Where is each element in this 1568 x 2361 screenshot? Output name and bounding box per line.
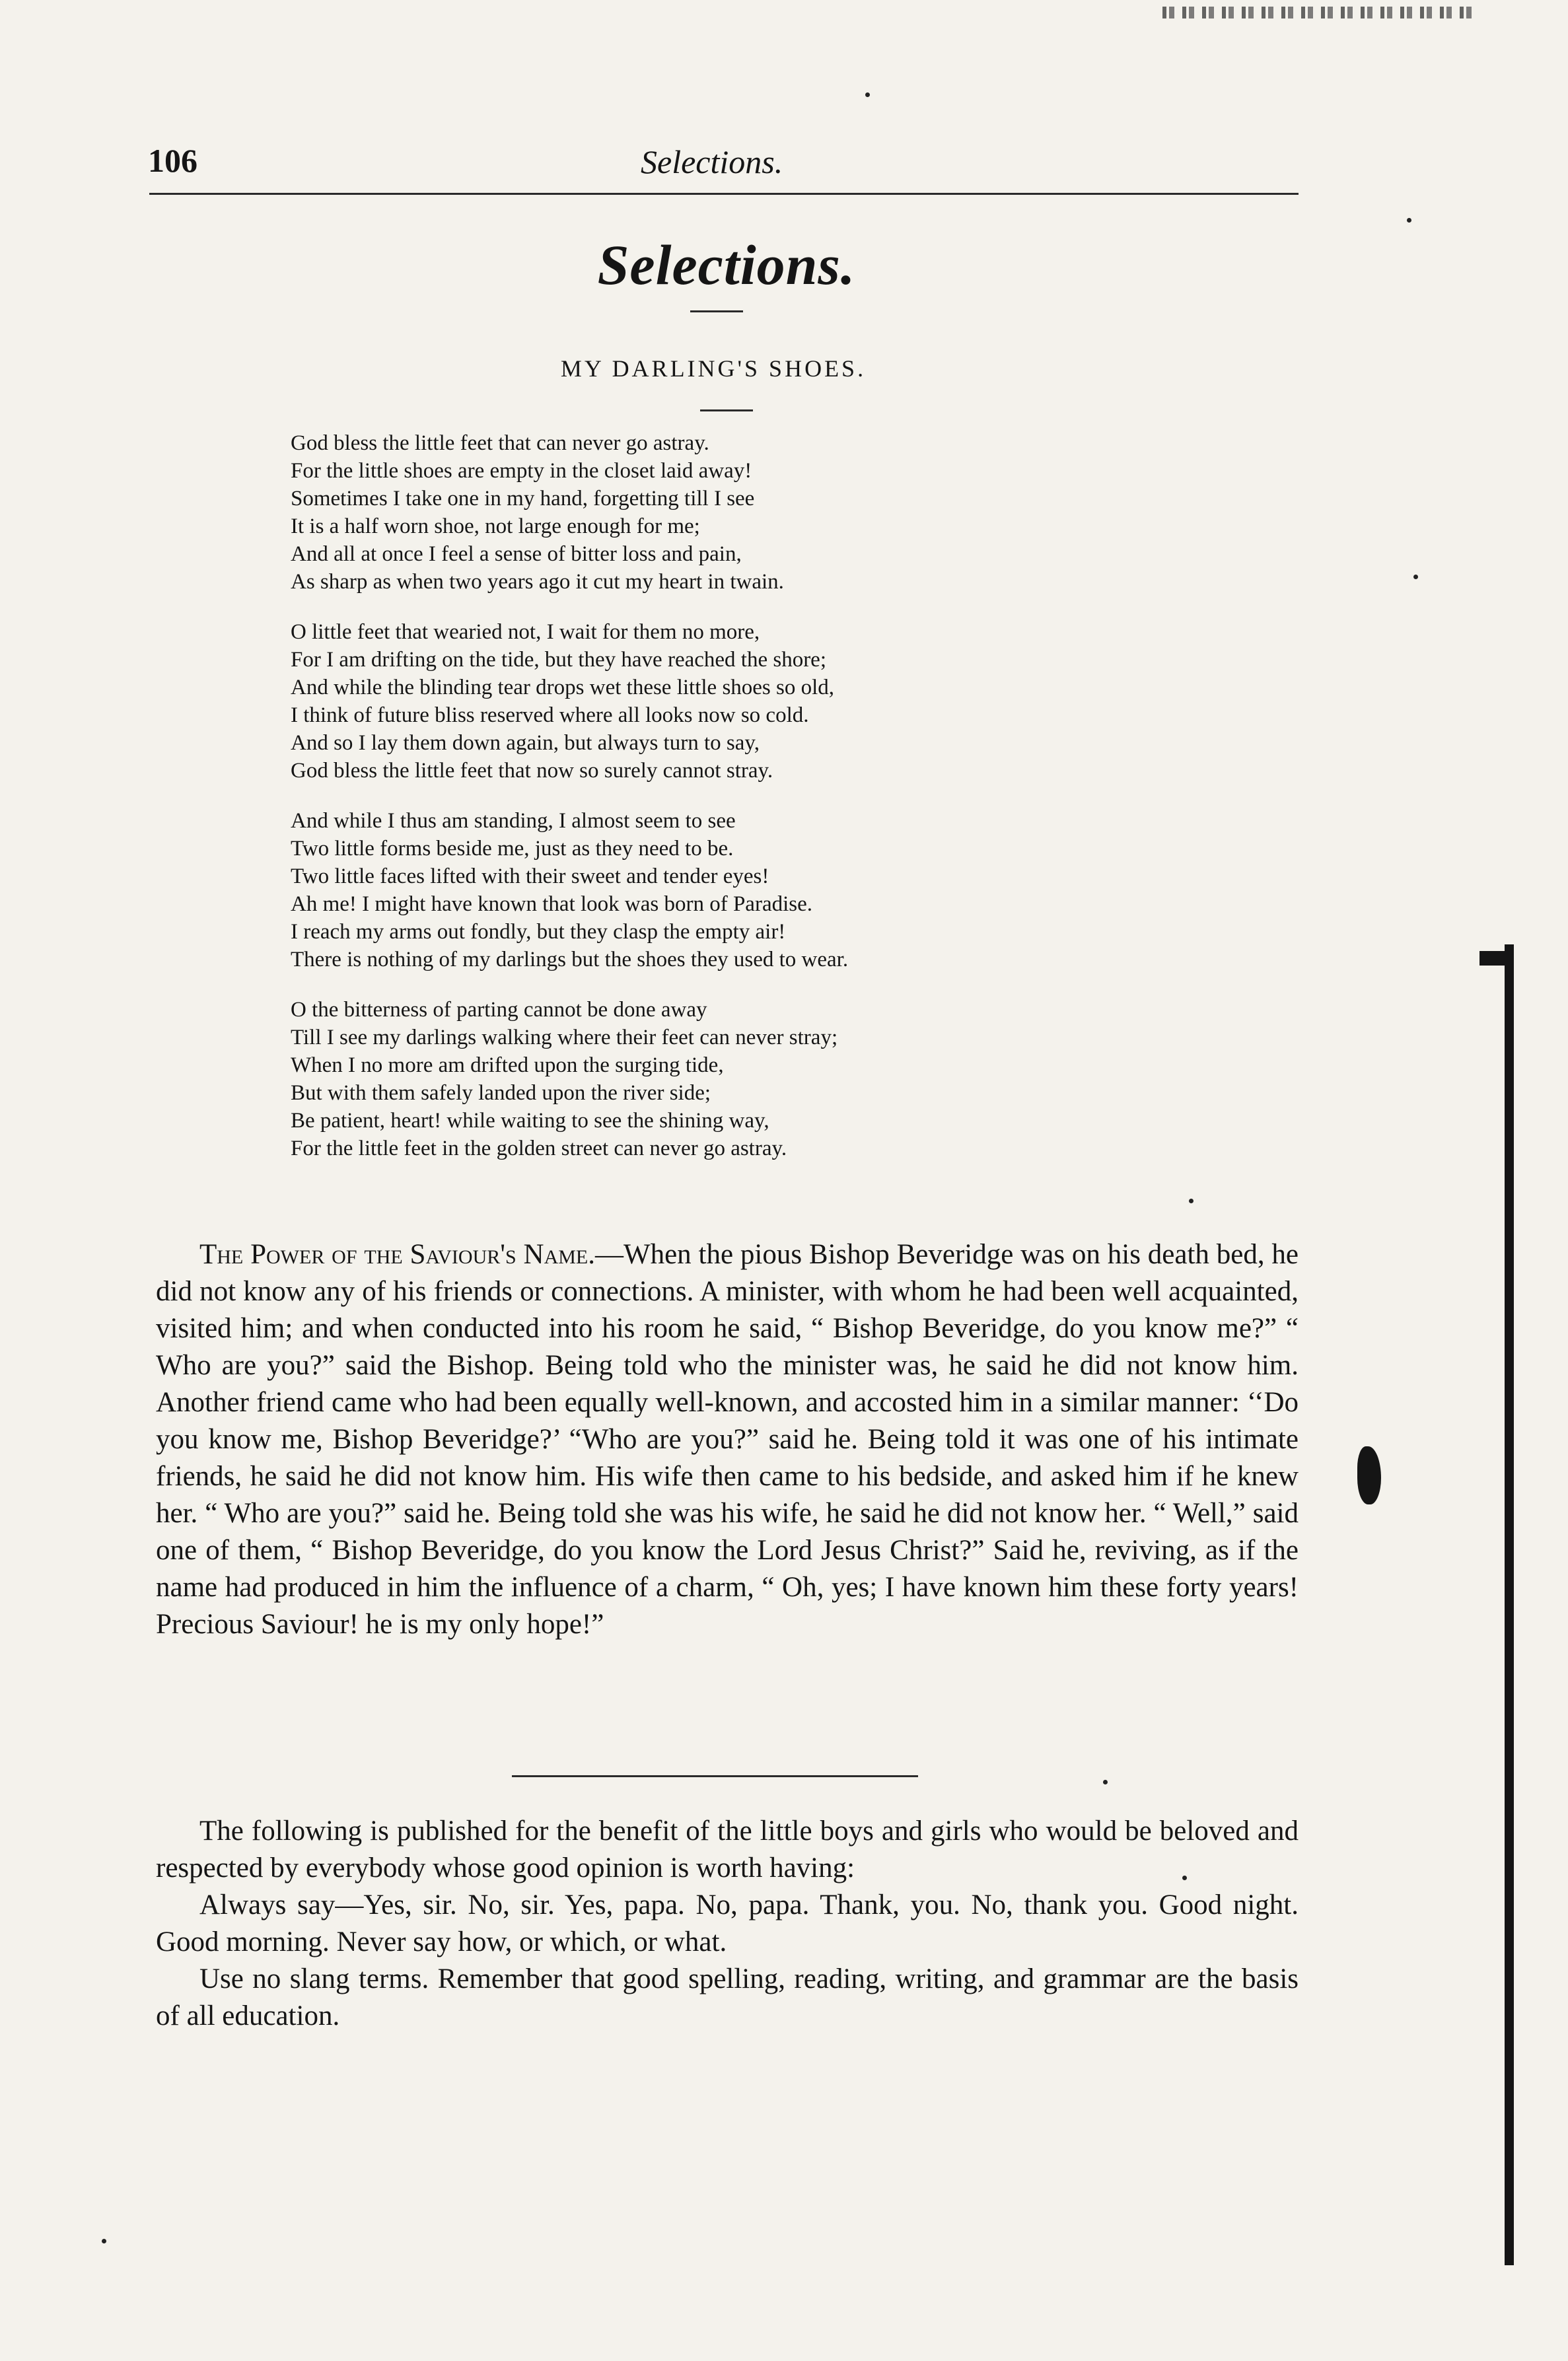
binding-notch: [1479, 951, 1510, 966]
poem: [291, 429, 1176, 1185]
poem-stanza: [291, 429, 1176, 596]
header-rule: [149, 193, 1299, 195]
notice: [156, 1813, 1299, 2035]
article-heading: The Power of the Saviour's Name.: [199, 1239, 595, 1270]
ink-blot: [1357, 1446, 1381, 1504]
poem-line: I think of future bliss reserved where all looks now so cold.: [291, 703, 809, 727]
scan-speck: [1103, 1780, 1108, 1784]
scan-speck: [102, 2239, 106, 2243]
poem-line: Two little faces lifted with their sweet and tender eyes!: [291, 864, 769, 888]
poem-stanza: [291, 618, 1176, 785]
scan-speck: [1407, 218, 1411, 223]
article-body: —When the pious Bishop Beveridge was on his death bed, he did not know any of his friends or connections. A minister, with whom he had been well acquainted, visited him; and when conducted into his room he said, “ Bishop Beveridge, do you know me?” “ Who are you?” said the Bishop. Being told who the minister was, he said he did not know him. Another friend came who had been equally well-known, and accosted him in a similar manner: ‘‘Do you know me, Bishop Beveridge?’ “Who are you?” said he. Being told it was one of his intimate friends, he said he did not know him. His wife then came to his bedside, and asked him if he knew her. “ Who are you?” said he. Being told she was his wife, he said he did not know her. “ Well,” said one of them, “ Bishop Beveridge, do you know the Lord Jesus Christ?” Said he, reviving, as if the name had produced in him the influence of a charm, “ Oh, yes; I have known him these forty years! Precious Saviour! he is my only hope!”: [156, 1239, 1299, 1640]
poem-line: Till I see my darlings walking where their feet can never stray;: [291, 1026, 838, 1049]
poem-line: God bless the little feet that can never go astray.: [291, 431, 709, 455]
poem-line: For the little shoes are empty in the closet laid away!: [291, 459, 752, 483]
poem-line: And so I lay them down again, but always turn to say,: [291, 731, 760, 755]
article-paragraph: [156, 1236, 1299, 1643]
notice-intro: The following is published for the benefit of the little boys and girls who would be beloved and respected by everybody whose good opinion is worth having:: [156, 1815, 1299, 1884]
section-divider: [512, 1775, 918, 1777]
scan-edge-noise: [1162, 7, 1479, 18]
poem-line: And while the blinding tear drops wet these little shoes so old,: [291, 676, 835, 699]
notice-advice: Use no slang terms. Remember that good spelling, reading, writing, and grammar are the basis of all education.: [156, 1963, 1299, 2031]
poem-stanza: [291, 996, 1176, 1162]
article: [156, 1236, 1299, 1643]
poem-line: Two little forms beside me, just as they need to be.: [291, 837, 734, 861]
poem-line: For the little feet in the golden street can never go astray.: [291, 1137, 787, 1160]
poem-line: It is a half worn shoe, not large enough for me;: [291, 514, 700, 538]
scan-speck: [865, 92, 870, 97]
poem-line: There is nothing of my darlings but the shoes they used to wear.: [291, 948, 849, 971]
poem-line: O the bitterness of parting cannot be done away: [291, 998, 707, 1022]
poem-line: And all at once I feel a sense of bitter loss and pain,: [291, 542, 742, 566]
notice-sayings: Always say—Yes, sir. No, sir. Yes, papa. No, papa. Thank, you. No, thank you. Good night. Good morning. Never say how, or which, or what.: [156, 1889, 1299, 1957]
section-title: Selections.: [597, 233, 856, 297]
poem-line: As sharp as when two years ago it cut my heart in twain.: [291, 570, 784, 594]
page-number: 106: [148, 142, 197, 179]
scan-speck: [1413, 575, 1418, 579]
poem-title: MY DARLING'S SHOES.: [560, 355, 867, 382]
poem-line: Be patient, heart! while waiting to see the shining way,: [291, 1109, 769, 1133]
poem-line: For I am drifting on the tide, but they have reached the shore;: [291, 648, 826, 672]
poem-line: When I no more am drifted upon the surging tide,: [291, 1053, 724, 1077]
poem-line: I reach my arms out fondly, but they clasp the empty air!: [291, 920, 786, 944]
poem-title-rule: [700, 409, 753, 411]
scan-speck: [1189, 1199, 1194, 1203]
poem-line: And while I thus am standing, I almost seem to see: [291, 809, 736, 833]
poem-stanza: [291, 807, 1176, 973]
poem-line: But with them safely landed upon the river side;: [291, 1081, 711, 1105]
running-title: Selections.: [641, 143, 783, 180]
binding-shadow-bar: [1505, 944, 1514, 2265]
title-short-rule: [690, 310, 743, 312]
poem-line: God bless the little feet that now so surely cannot stray.: [291, 759, 773, 783]
poem-line: Sometimes I take one in my hand, forgetting till I see: [291, 487, 755, 511]
poem-line: O little feet that wearied not, I wait for them no more,: [291, 620, 760, 644]
poem-line: Ah me! I might have known that look was born of Paradise.: [291, 892, 813, 916]
